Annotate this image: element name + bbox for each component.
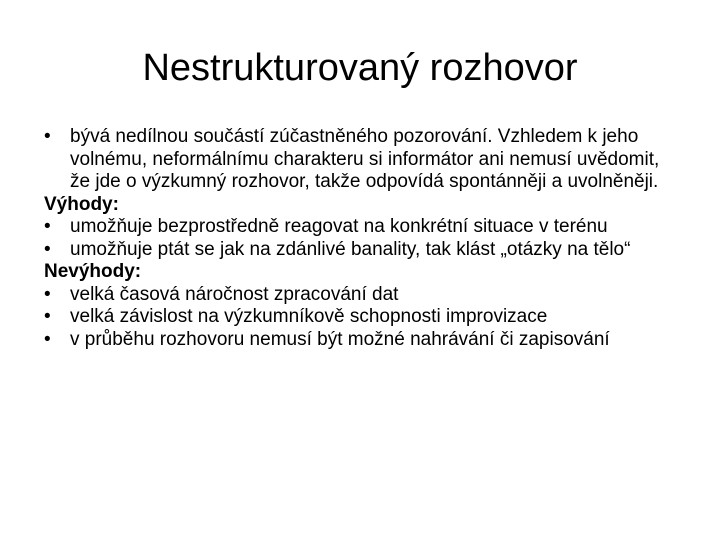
advantage-item: • umožňuje ptát se jak na zdánlivé banality, tak klást „otázky na tělo“ <box>44 239 684 262</box>
disadvantage-item: • v průběhu rozhovoru nemusí být možné nahrávání či zapisování <box>44 329 684 352</box>
advantages-heading: Výhody: <box>44 193 119 215</box>
intro-bullet: • bývá nedílnou součástí zúčastněného pozorování. Vzhledem k jeho volnému, neformálnímu charakteru si informátor ani nemusí uvědomit, že jde o výzkumný rozhovor, takže odpovídá spontánněji a uvolněněji. <box>44 126 684 194</box>
disadvantage-item: • velká časová náročnost zpracování dat <box>44 284 684 307</box>
disadvantages-heading: Nevýhody: <box>44 261 142 282</box>
slide-title: Nestrukturovaný rozhovor <box>142 47 578 89</box>
slide-content <box>44 126 684 351</box>
disadvantage-item: • velká závislost na výzkumníkově schopnosti improvizace <box>44 306 684 329</box>
advantage-item: • umožňuje bezprostředně reagovat na konkrétní situace v terénu <box>44 216 684 239</box>
